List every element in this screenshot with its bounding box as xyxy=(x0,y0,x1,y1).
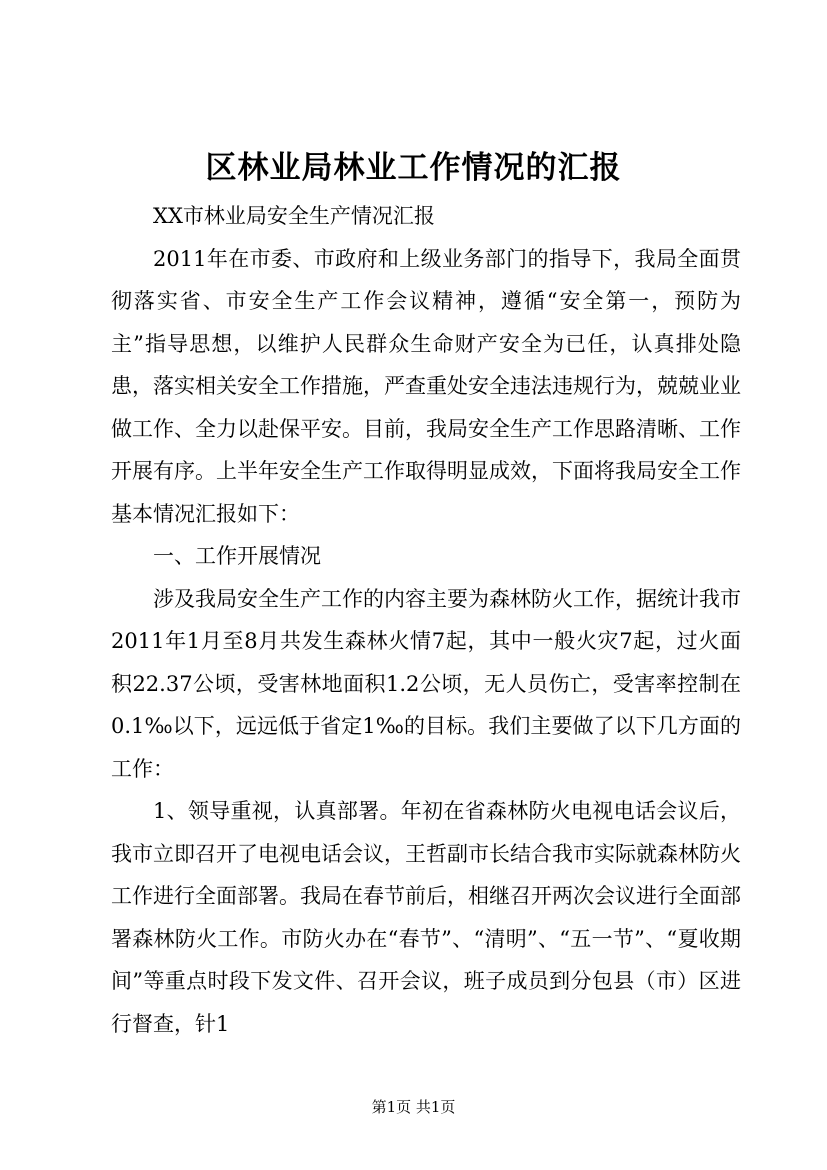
page-number-footer: 第1页 共1页 xyxy=(371,1098,456,1116)
document-title: 区林业局林业工作情况的汇报 xyxy=(205,150,622,186)
document-body xyxy=(111,195,741,1045)
section-heading: 一、工作开展情况 xyxy=(153,544,321,568)
paragraph-statistics: 涉及我局安全生产工作的内容主要为森林防火工作，据统计我市2011年1月至8月共发生森林火情7起，其中一般火灾7起，过火面积22.37公顷，受害林地面积1.2公顷，无人员伤亡，受害率控制在0.1‰以下，远远低于省定1‰的目标。我们主要做了以下几方面的工作： xyxy=(111,586,741,781)
paragraph-item-1: 1、领导重视，认真部署。年初在省森林防火电视电话会议后，我市立即召开了电视电话会议，王哲副市长结合我市实际就森林防火工作进行全面部署。我局在春节前后，相继召开两次会议进行全面部署森林防火工作。市防火办在“春节”、“清明”、“五一节”、“夏收期间”等重点时段下发文件、召开会议，班子成员到分包县（市）区进行督查，针1 xyxy=(111,799,741,1036)
paragraph-intro: 2011年在市委、市政府和上级业务部门的指导下，我局全面贯彻落实省、市安全生产工作会议精神，遵循“安全第一，预防为主”指导思想，以维护人民群众生命财产安全为已任，认真排处隐患，落实相关安全工作措施，严查重处安全违法违规行为，兢兢业业做工作、全力以赴保平安。目前，我局安全生产工作思路清晰、工作开展有序。上半年安全生产工作取得明显成效，下面将我局安全工作基本情况汇报如下： xyxy=(111,246,741,526)
report-subtitle: XX市林业局安全生产情况汇报 xyxy=(153,204,435,228)
